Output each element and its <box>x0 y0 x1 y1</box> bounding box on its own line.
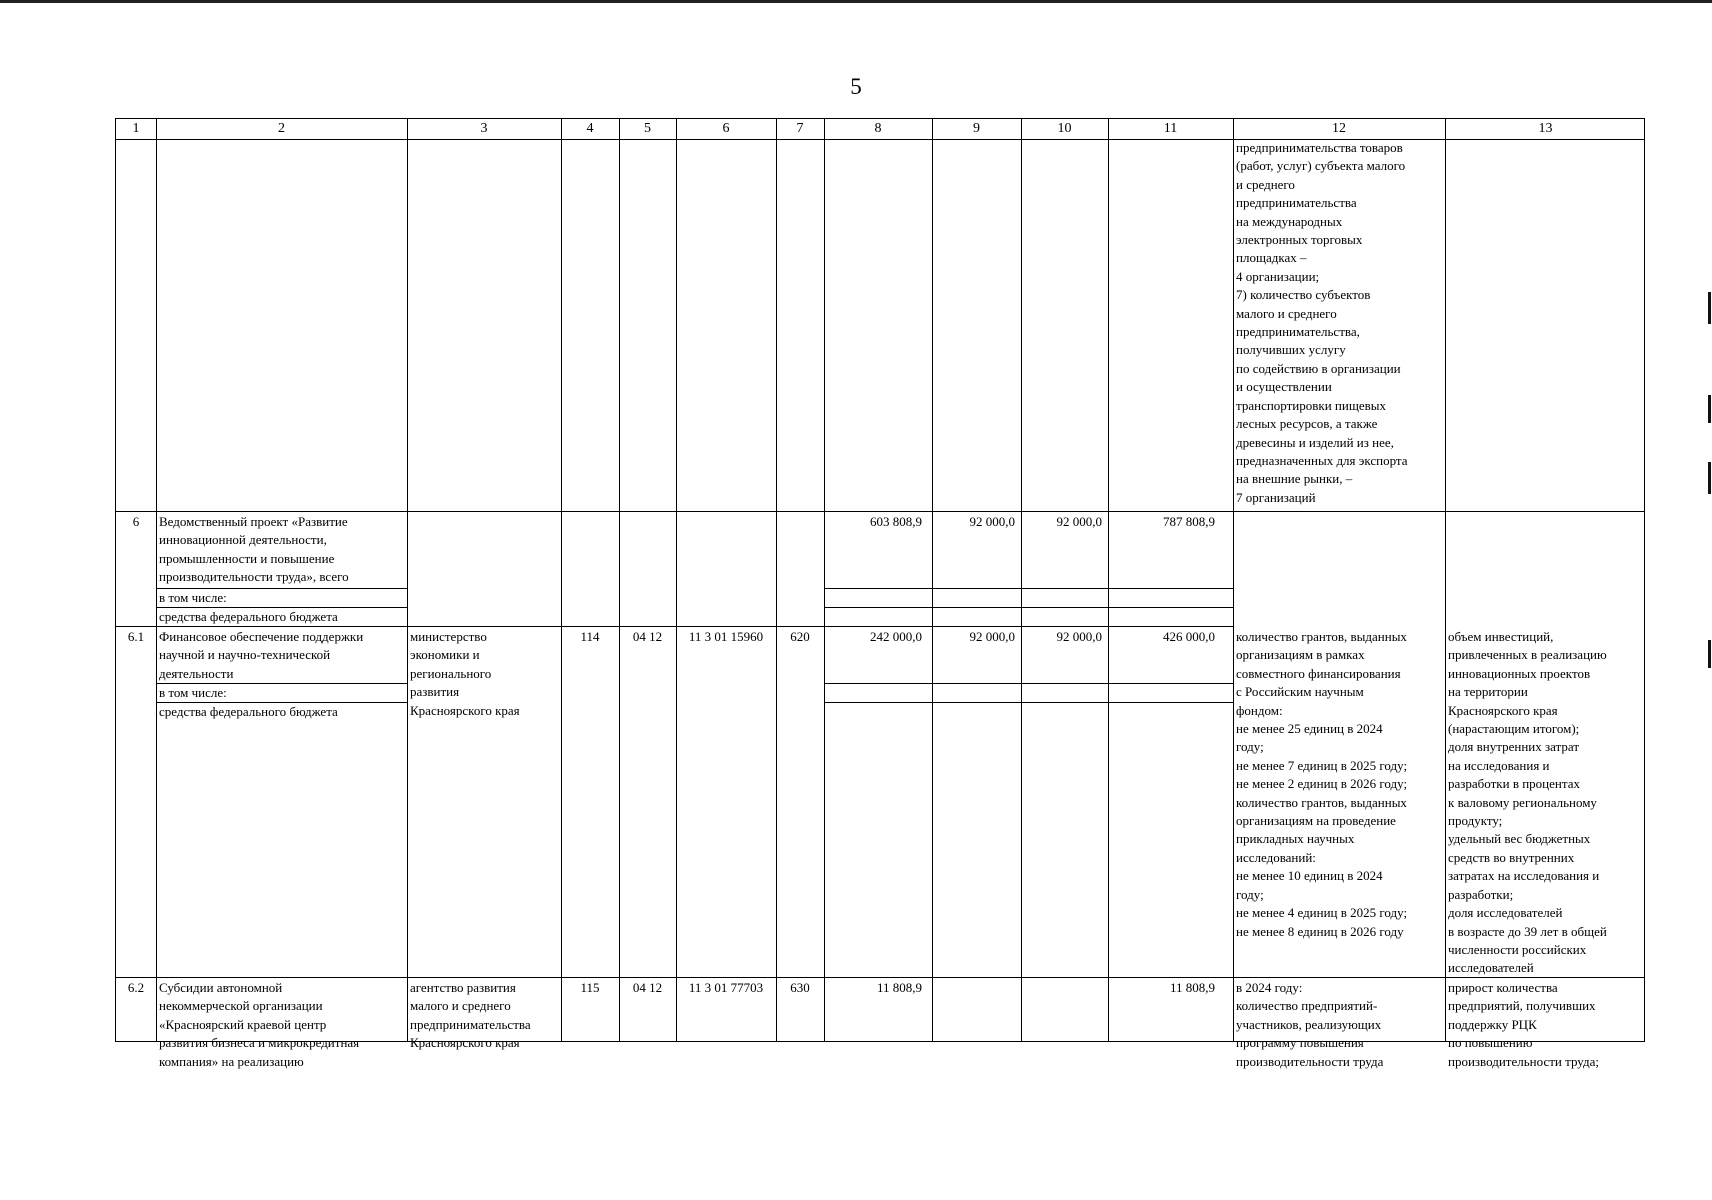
column-header: 3 <box>480 121 488 136</box>
indicators: прирост количества предприятий, получивших поддержку РЦК по повышению производительности труда; <box>1448 980 1599 1069</box>
column-header: 2 <box>278 121 285 136</box>
scan-edge-mark <box>1708 292 1711 324</box>
scan-top-border <box>0 0 1712 3</box>
expense-type: 620 <box>790 629 810 644</box>
amount-2026: 92 000,0 <box>1056 514 1102 529</box>
expense-type: 630 <box>790 980 810 995</box>
column-header: 10 <box>1057 121 1072 136</box>
column-header: 8 <box>874 121 882 136</box>
amount-2025: 92 000,0 <box>969 629 1015 644</box>
row-sub-label: в том числе: <box>159 685 227 700</box>
column-header: 11 <box>1163 121 1178 136</box>
scan-edge-mark <box>1708 462 1711 494</box>
amount-total: 426 000,0 <box>1163 629 1215 644</box>
scan-edge-mark <box>1708 640 1711 668</box>
column-header: 1 <box>132 121 140 136</box>
row-sub-label: средства федерального бюджета <box>159 704 338 719</box>
responsible-body: агентство развития малого и среднего предпринимательства Красноярского края <box>410 980 531 1051</box>
expected-results: в 2024 году: количество предприятий- участников, реализующих программу повышения производительности труда <box>1236 980 1384 1069</box>
target-code: 11 3 01 77703 <box>688 980 764 995</box>
row-name: Субсидии автономной некоммерческой организации «Красноярский краевой центр развития бизнеса и микрокредитная компания» на реализацию <box>159 980 360 1069</box>
row-sub-label: средства федерального бюджета <box>159 609 338 624</box>
section-code: 04 12 <box>632 980 663 995</box>
row-number: 6.2 <box>127 980 145 995</box>
row-name: Финансовое обеспечение поддержки научной и научно-технической деятельности <box>159 629 364 681</box>
gr-code: 115 <box>580 980 600 995</box>
column-header: 13 <box>1538 121 1553 136</box>
column-header: 4 <box>586 121 594 136</box>
column-header: 6 <box>722 121 730 136</box>
expected-results: количество грантов, выданных организациям в рамках совместного финансирования с Российским научным фондом: не менее 25 единиц в 2024 году; не менее 7 единиц в 2025 году; не менее 2 единиц в 2026 году; количество грантов, выданных организациям на проведение прикладных научных исследований: не менее 10 единиц в 2024 году; не менее 4 единиц в 2025 году; не менее 8 единиц в 2026 году <box>1236 629 1408 939</box>
indicators: объем инвестиций, привлеченных в реализацию инновационных проектов на территории Красноярского края (нарастающим итогом); доля внутренних затрат на исследования и разработки в процентах к валовому региональному продукту; удельный вес бюджетных средств во внутренних затратах на исследования и разработки; доля исследователей в возрасте до 39 лет в общей численности российских исследователей <box>1448 629 1607 976</box>
continuation-results-text: предпринимательства товаров (работ, услуг) субъекта малого и среднего предпринимательства на международных электронных торговых площадках – 4 организации; 7) количество субъектов малого и среднего предпринимательства, получивших услугу по содействию в организации и осуществлении транспортировки пищевых лесных ресурсов, а также древесины и изделий из нее, предназначенных для экспорта на внешние рынки, – 7 организаций <box>1236 140 1408 505</box>
responsible-body: министерство экономики и регионального развития Красноярского края <box>410 629 520 718</box>
amount-2024: 603 808,9 <box>870 514 922 529</box>
page-number: 5 <box>850 74 862 99</box>
column-header: 12 <box>1332 121 1346 136</box>
amount-total: 787 808,9 <box>1163 514 1215 529</box>
section-code: 04 12 <box>632 629 663 644</box>
budget-table <box>115 118 1645 1069</box>
amount-2024: 11 808,9 <box>876 980 922 995</box>
row-name: Ведомственный проект «Развитие инновационной деятельности, промышленности и повышение производительности труда», всего <box>159 514 349 585</box>
amount-total: 11 808,9 <box>1169 980 1215 995</box>
amount-2024: 242 000,0 <box>870 629 922 644</box>
row-number: 6 <box>132 514 140 529</box>
gr-code: 114 <box>580 629 600 644</box>
column-header: 5 <box>644 121 651 136</box>
amount-2026: 92 000,0 <box>1056 629 1102 644</box>
row-sub-label: в том числе: <box>159 590 227 605</box>
row-number: 6.1 <box>127 629 145 644</box>
column-header: 9 <box>973 121 980 136</box>
scan-edge-mark <box>1708 395 1711 423</box>
target-code: 11 3 01 15960 <box>688 629 764 644</box>
column-header: 7 <box>796 121 804 136</box>
amount-2025: 92 000,0 <box>969 514 1015 529</box>
